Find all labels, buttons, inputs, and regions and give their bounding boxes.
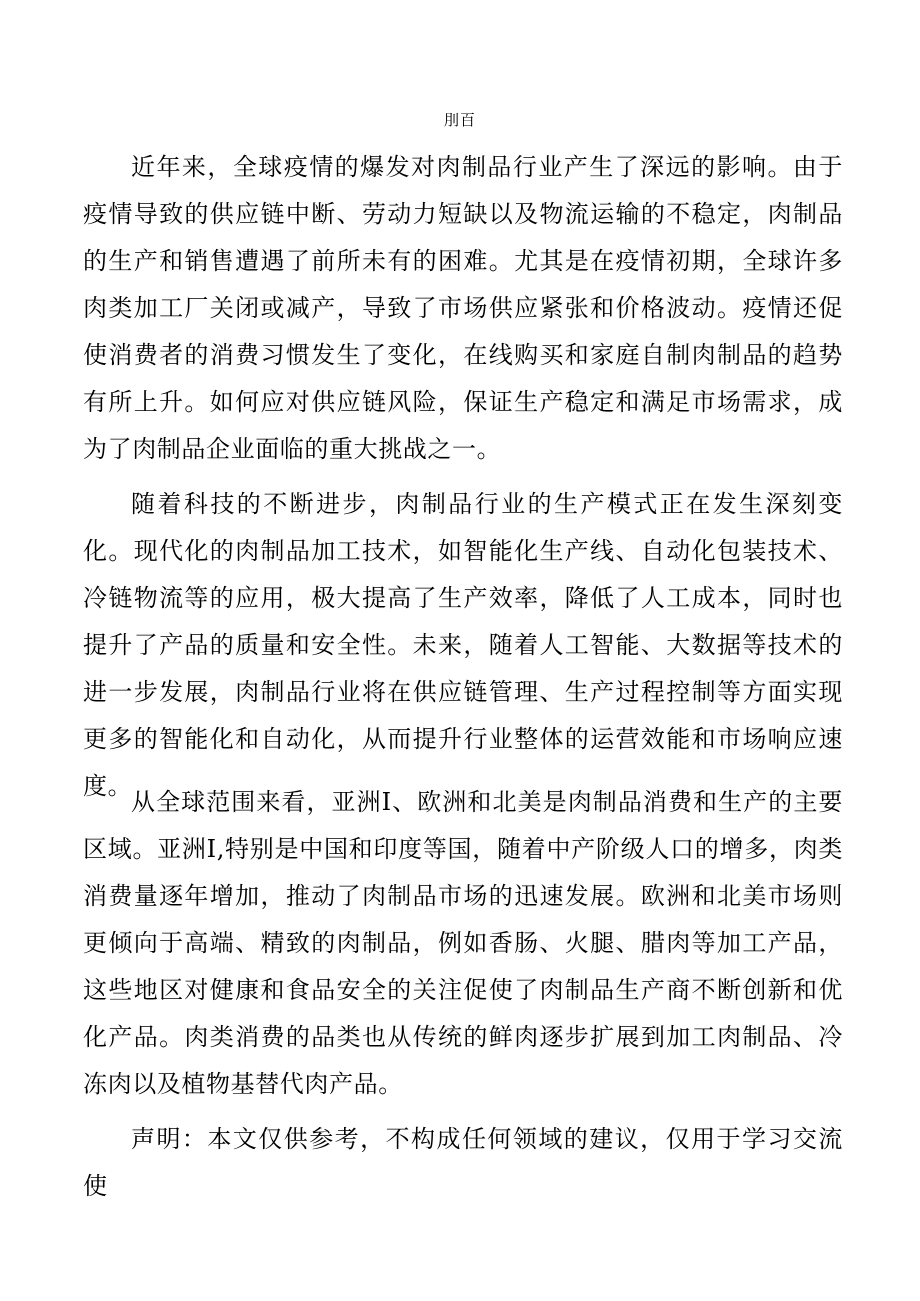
paragraph-pandemic-impact: 近年来，全球疫情的爆发对肉制品行业产生了深远的影响。由于疫情导致的供应链中断、劳动力短缺以及物流运输的不稳定，肉制品的生产和销售遭遇了前所未有的困难。尤其是在疫情初期，全球许多肉类加工厂关闭或减产，导致了市场供应紧张和价格波动。疫情还促使消费者的消费习惯发生了变化，在线购买和家庭自制肉制品的趋势有所上升。如何应对供应链风险，保证生产稳定和满足市场需求，成为了肉制品企业面临的重大挑战之一。 [83, 153, 843, 463]
page-heading: 刖百 [443, 111, 476, 129]
paragraph-global-regions: 从全球范围来看，亚洲I、欧洲和北美是肉制品消费和生产的主要区域。亚洲I,特别是中国和印度等国，随着中产阶级人口的增多，肉类消费量逐年增加，推动了肉制品市场的迅速发展。欧洲和北美市场则更倾向于高端、精致的肉制品，例如香肠、火腿、腊肉等加工产品，这些地区对健康和食品安全的关注促使了肉制品生产商不断创新和优化产品。肉类消费的品类也从传统的鲜肉逐步扩展到加工肉制品、冷冻肉以及植物基替代肉产品。 [83, 788, 843, 1098]
paragraph-disclaimer: 声明：本文仅供参考，不构成任何领域的建议，仅用于学习交流使 [83, 1125, 843, 1200]
paragraph-technology-progress: 随着科技的不断进步，肉制品行业的生产模式正在发生深刻变化。现代化的肉制品加工技术，如智能化生产线、自动化包装技术、冷链物流等的应用，极大提高了生产效率，降低了人工成本，同时也提升了产品的质量和安全性。未来，随着人工智能、大数据等技术的进一步发展，肉制品行业将在供应链管理、生产过程控制等方面实现更多的智能化和自动化，从而提升行业整体的运营效能和市场响应速度。 [83, 490, 843, 800]
